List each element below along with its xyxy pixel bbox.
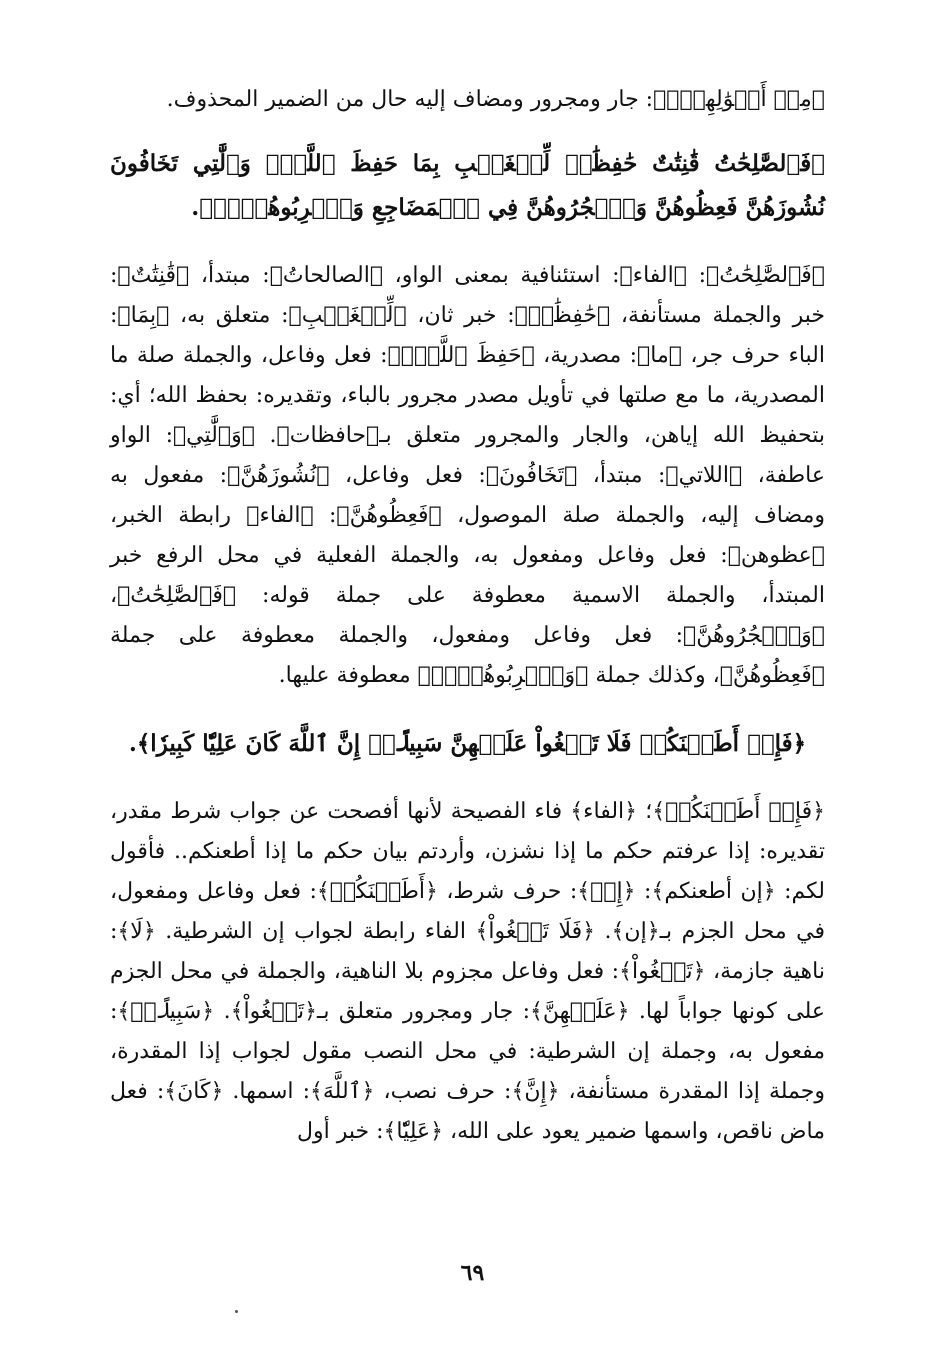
verse-assalihat: ﴿فَٱلصَّٰلِحَٰتُ قَٰنِتَٰتٌ حَٰفِظَٰتٞ لِّلۡغَيۡبِ بِمَا حَفِظَ ٱللَّهُۚ وَٱلَّٰتِي تَخَافُونَ نُشُوزَهُنَّ فَعِظُوهُنَّ وَٱهۡجُرُوهُنَّ فِي ٱلۡمَضَاجِعِ وَٱضۡرِبُوهُنَّۖ﴾.	[110, 150, 825, 221]
paragraph-irab-assalihat: ﴿فَٱلصَّٰلِحَٰتُ﴾: ﴿الفاء﴾: استئنافية بمعنى الواو، ﴿الصالحاتُ﴾: مبتدأ، ﴿قَٰنِتَٰتٌ﴾: خبر والجملة مستأنفة، ﴿حَٰفِظَٰتٞ﴾: خبر ثان، ﴿لِّلۡغَيۡبِ﴾: متعلق به، ﴿بِمَا﴾: الباء حرف جر، ﴿ما﴾: مصدرية، ﴿حَفِظَ ٱللَّهُۚ﴾: فعل وفاعل، والجملة صلة ما المصدرية، ما مع صلتها في تأويل مصدر مجرور بالباء، وتقديره: بحفظ الله؛ أي: بتحفيظ الله إياهن، والجار والمجرور متعلق بـ﴿حافظات﴾. ﴿وَٱلَّٰتِي﴾: الواو عاطفة، ﴿اللاتي﴾: مبتدأ، ﴿تَخَافُونَ﴾: فعل وفاعل، ﴿نُشُوزَهُنَّ﴾: مفعول به ومضاف إليه، والجملة صلة الموصول، ﴿فَعِظُوهُنَّ﴾: ﴿الفاء﴾ رابطة الخبر، ﴿عظوهن﴾: فعل وفاعل ومفعول به، والجملة الفعلية في محل الرفع خبر المبتدأ، والجملة الاسمية معطوفة على جملة قوله: ﴿فَٱلصَّٰلِحَٰتُ﴾، ﴿وَٱهۡجُرُوهُنَّ﴾: فعل وفاعل ومفعول، والجملة معطوفة على جملة ﴿فَعِظُوهُنَّ﴾، وكذلك جملة ﴿وَٱضۡرِبُوهُنَّۖ﴾ معطوفة عليها.	[110, 263, 825, 688]
verse-fa-in-ataanakum: ﴿فَإِنۡ أَطَعۡنَكُمۡ فَلَا تَبۡغُواْ عَلَيۡهِنَّ سَبِيلًاۗ إِنَّ ٱللَّهَ كَانَ عَلِيّٗا كَبِيرٗا﴾.	[128, 730, 807, 757]
scan-speck	[235, 1310, 238, 1313]
page-number: ٦٩	[460, 1260, 485, 1286]
paragraph-min-amwalihim: ﴿مِنۡ أَمۡوَٰلِهِمۡۚ﴾: جار ومجرور ومضاف إليه حال من الضمير المحذوف.	[166, 87, 825, 112]
paragraph-irab-fa-in-ataanakum: ﴿فَإِنۡ أَطَعۡنَكُمۡ﴾؛ ﴿الفاء﴾ فاء الفصيحة لأنها أفصحت عن جواب شرط مقدر، تقديره: إذا عرفتم حكم ما إذا نشزن، وأردتم بيان حكم ما إذا أطعنكم.. فأقول لكم: ﴿إن أطعنكم﴾: ﴿إِنۡ﴾: حرف شرط، ﴿أَطَعۡنَكُمۡ﴾: فعل وفاعل ومفعول، في محل الجزم بـ﴿إن﴾. ﴿فَلَا تَبۡغُواْ﴾ الفاء رابطة لجواب إن الشرطية. ﴿لَا﴾: ناهية جازمة، ﴿تَبۡغُواْ﴾: فعل وفاعل مجزوم بلا الناهية، والجملة في محل الجزم على كونها جواباً لها. ﴿عَلَيۡهِنَّ﴾: جار ومجرور متعلق بـ﴿تَبۡغُواْ﴾. ﴿سَبِيلًاۗ﴾: مفعول به، وجملة إن الشرطية: في محل النصب مقول لجواب إذا المقدرة، وجملة إذا المقدرة مستأنفة، ﴿إِنَّ﴾: حرف نصب، ﴿ٱللَّهَ﴾: اسمها. ﴿كَانَ﴾: فعل ماض ناقص، واسمها ضمير يعود على الله، ﴿عَلِيّٗا﴾: خبر أول	[110, 799, 825, 1144]
